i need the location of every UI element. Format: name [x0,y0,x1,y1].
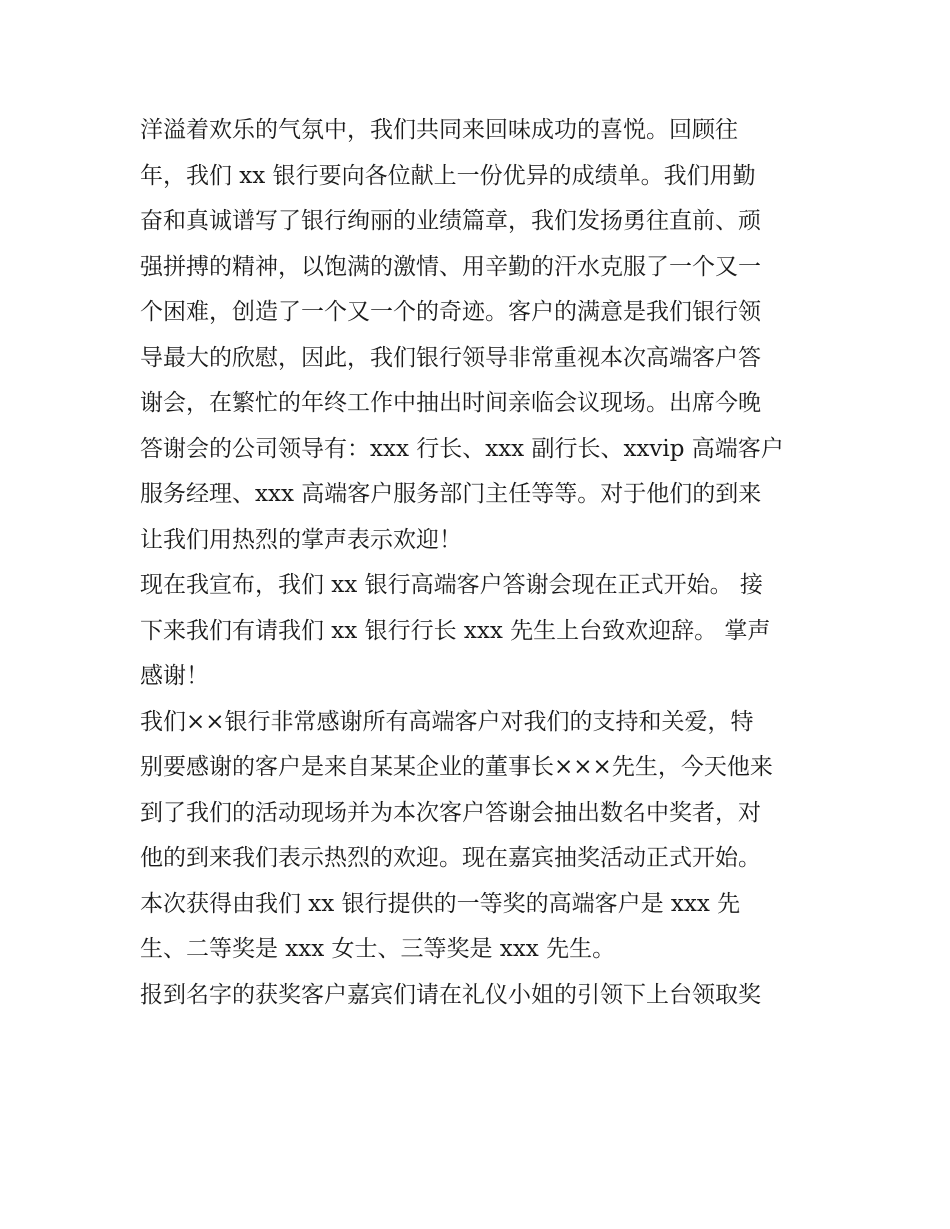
text-line: 生、二等奖是 xxx 女士、三等奖是 xxx 先生。 [140,936,616,962]
text-line: 报到名字的获奖客户嘉宾们请在礼仪小姐的引领下上台领取奖 [140,981,761,1008]
text-line: 强拼搏的精神，以饱满的激情、用辛勤的汗水克服了一个又一 [140,253,761,280]
text-line: 奋和真诚谱写了银行绚丽的业绩篇章，我们发扬勇往直前、顽 [140,208,761,234]
document-body-text [140,108,820,1018]
text-line: 现在我宣布，我们 xx 银行高端客户答谢会现在正式开始。 接 [140,572,763,598]
text-line: 我们××银行非常感谢所有高端客户对我们的支持和关爱，特 [140,708,754,735]
text-line: 别要感谢的客户是来自某某企业的董事长×××先生，今天他来 [140,754,773,780]
text-line: 服务经理、xxx 高端客户服务部门主任等等。对于他们的到来 [140,481,762,507]
text-line: 本次获得由我们 xx 银行提供的一等奖的高端客户是 xxx 先 [140,890,741,917]
text-line: 他的到来我们表示热烈的欢迎。现在嘉宾抽奖活动正式开始。 [140,845,761,871]
text-line: 感谢！ [140,663,209,689]
text-line: 让我们用热烈的掌声表示欢迎！ [140,526,462,553]
text-line: 谢会，在繁忙的年终工作中抽出时间亲临会议现场。出席今晚 [140,390,761,416]
text-line: 导最大的欣慰，因此，我们银行领导非常重视本次高端客户答 [140,344,761,371]
text-line: 洋溢着欢乐的气氛中，我们共同来回味成功的喜悦。回顾往 [140,117,738,143]
text-line: 个困难，创造了一个又一个的奇迹。客户的满意是我们银行领 [140,299,761,325]
text-line: 答谢会的公司领导有：xxx 行长、xxx 副行长、xxvip 高端客户 [140,435,784,462]
text-line: 下来我们有请我们 xx 银行行长 xxx 先生上台致欢迎辞。 掌声 [140,617,771,644]
text-line: 年，我们 xx 银行要向各位献上一份优异的成绩单。我们用勤 [140,162,756,189]
text-line: 到了我们的活动现场并为本次客户答谢会抽出数名中奖者，对 [140,799,761,826]
